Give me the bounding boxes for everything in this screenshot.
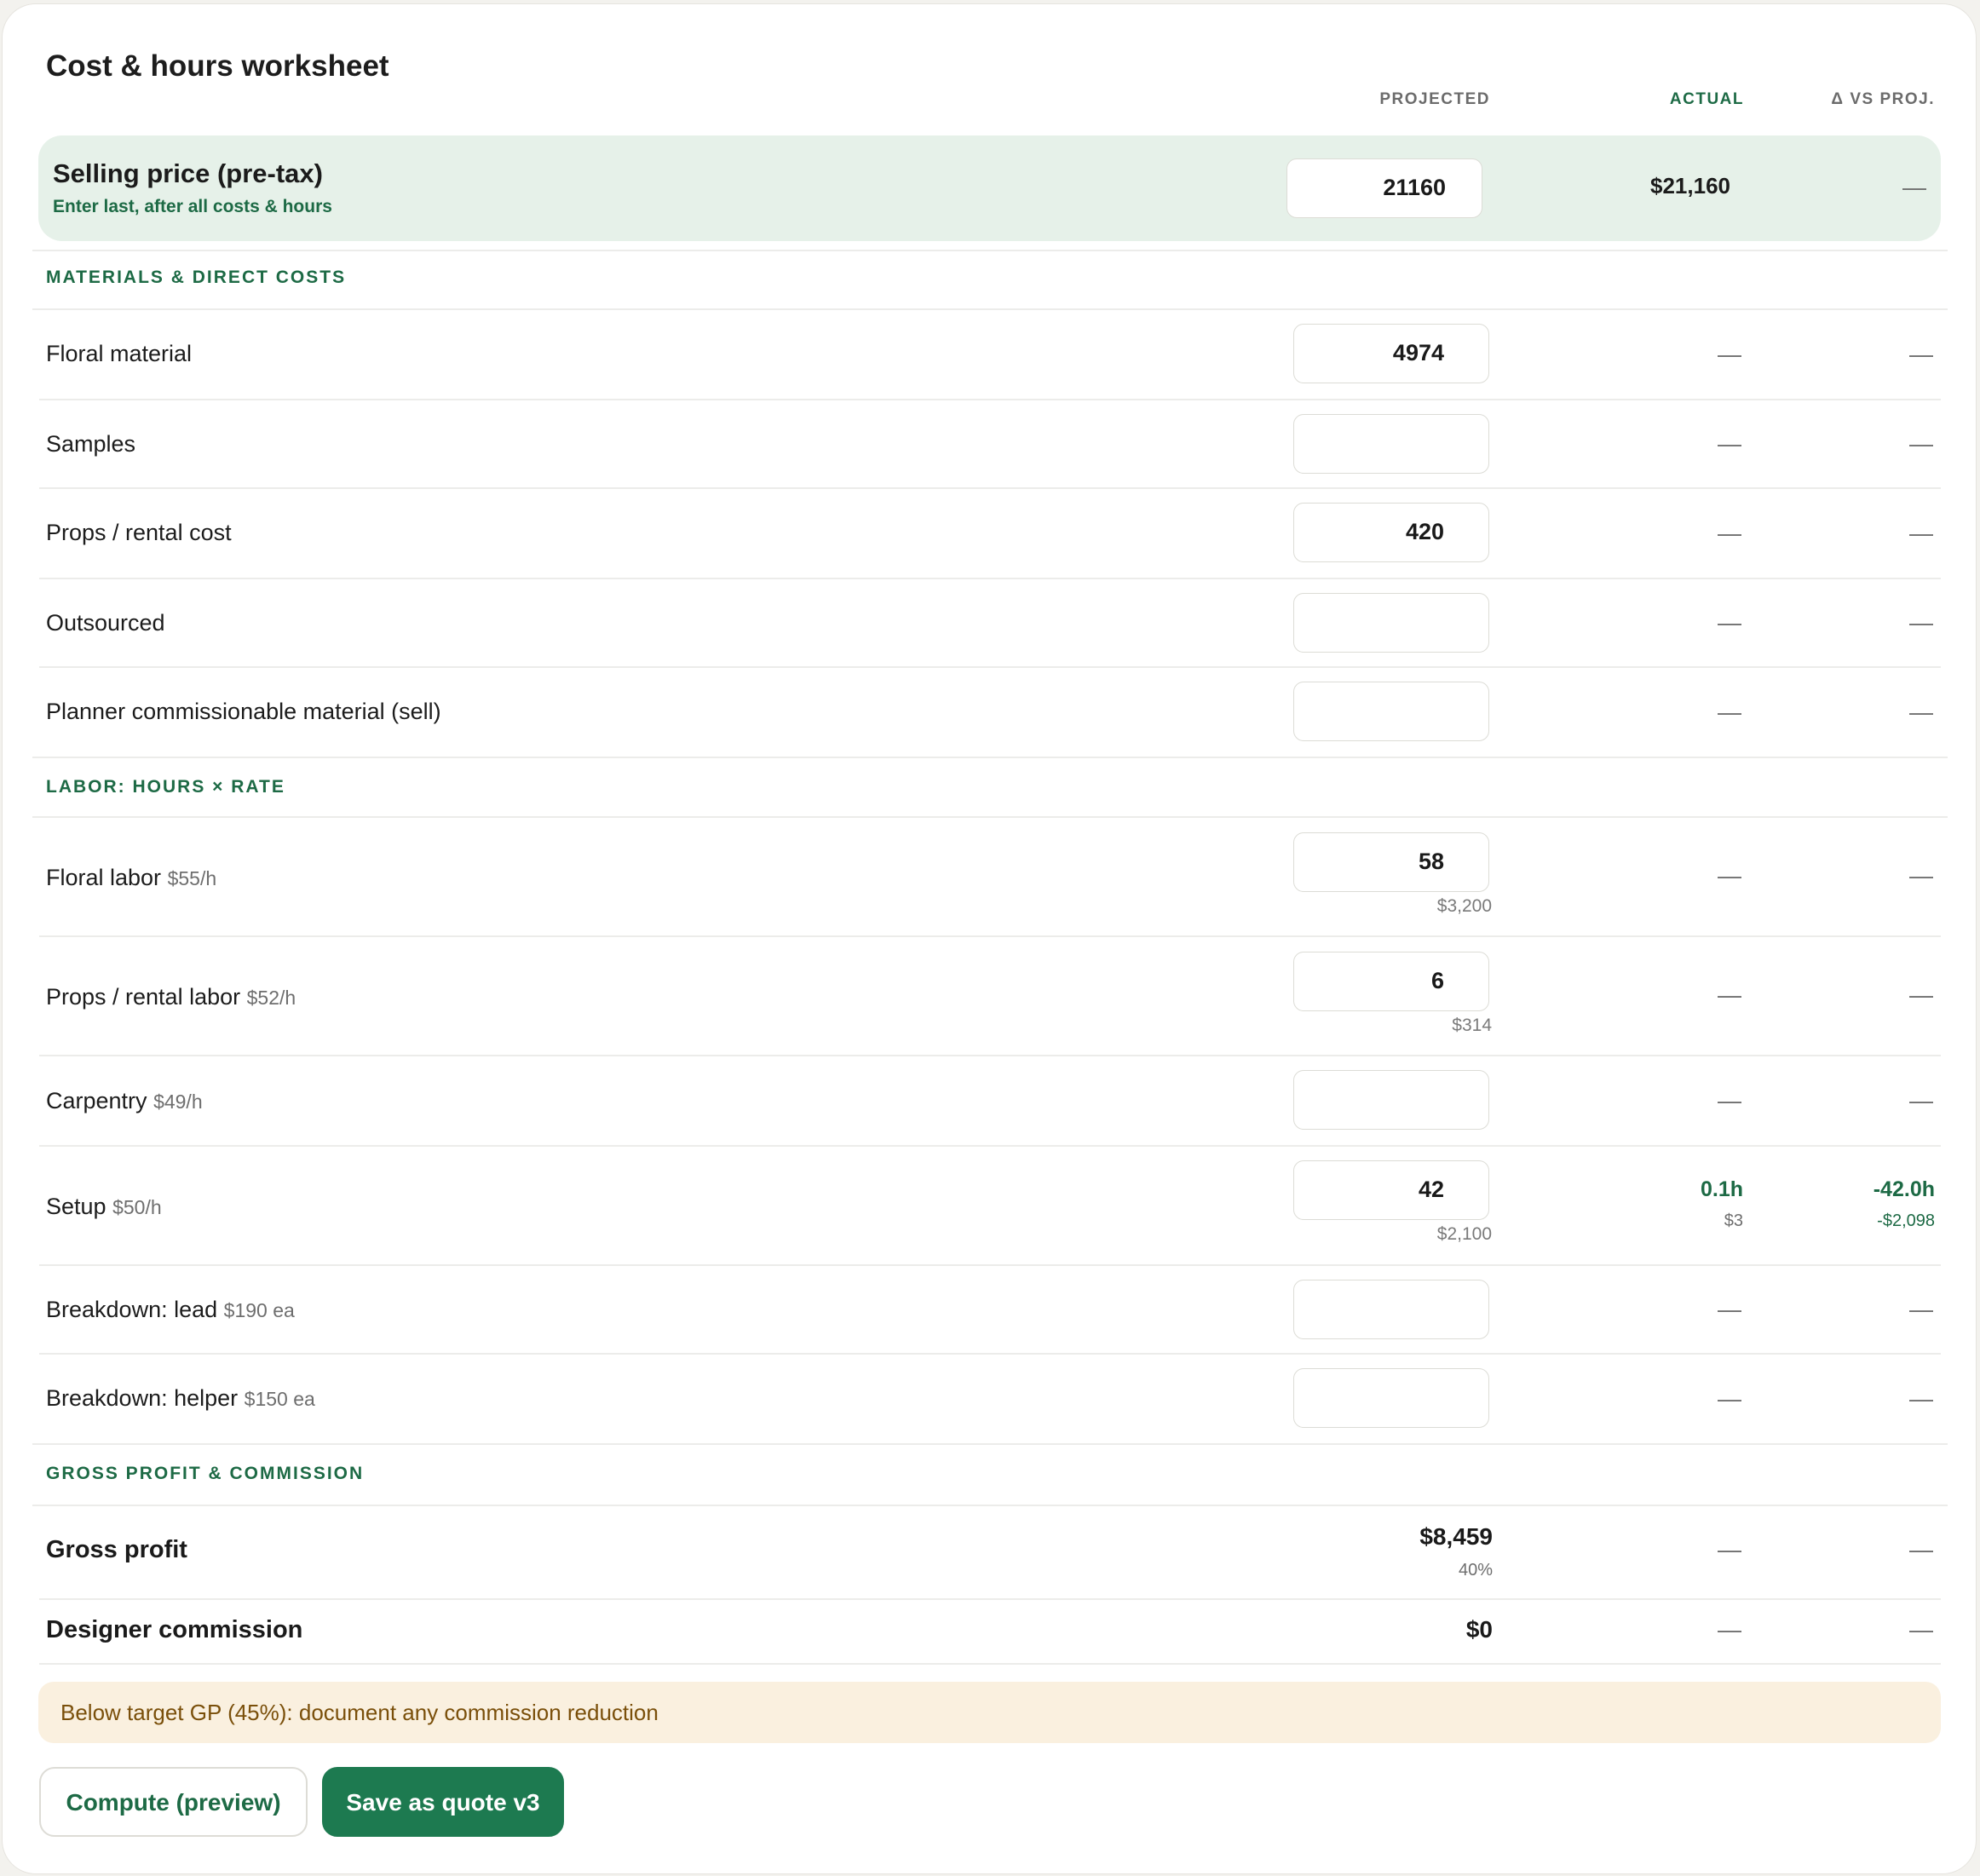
row-divider <box>39 1055 1941 1056</box>
row-divider <box>39 1264 1941 1266</box>
carpentry-delta: — <box>1909 1087 1933 1114</box>
setup-delta-sub: -$2,098 <box>1877 1211 1935 1230</box>
carpentry-actual: — <box>1718 1087 1741 1114</box>
floral-labor-delta: — <box>1909 862 1933 889</box>
floral-labor-actual: — <box>1718 862 1741 889</box>
props-rental-labor-delta: — <box>1909 981 1933 1008</box>
designer-commission-label: Designer commission <box>46 1616 303 1643</box>
floral-labor-label: Floral labor <box>46 865 162 890</box>
section-labor-heading: LABOR: HOURS × RATE <box>46 777 285 797</box>
breakdown-lead-input[interactable] <box>1293 1280 1489 1339</box>
row-label-props-rental-labor <box>46 984 296 1010</box>
breakdown-lead-rate: $190 ea <box>223 1299 295 1321</box>
carpentry-rate: $49/h <box>153 1090 203 1113</box>
floral-material-input[interactable]: 4974 <box>1293 324 1489 383</box>
setup-hours-input[interactable]: 42 <box>1293 1160 1489 1220</box>
row-label-planner-commissionable: Planner commissionable material (sell) <box>46 699 441 724</box>
setup-label: Setup <box>46 1194 106 1219</box>
designer-commission-value: $0 <box>1465 1616 1493 1643</box>
row-label-props-rental-cost: Props / rental cost <box>46 520 232 545</box>
row-divider <box>39 399 1941 400</box>
column-header-actual: ACTUAL <box>1669 90 1744 108</box>
row-label-setup <box>46 1194 162 1220</box>
gross-profit-delta: — <box>1909 1536 1933 1562</box>
row-label-outsourced: Outsourced <box>46 610 165 636</box>
selling-price-input[interactable]: 21160 <box>1286 158 1482 218</box>
designer-commission-delta: — <box>1909 1616 1933 1643</box>
props-rental-labor-label: Props / rental labor <box>46 984 241 1010</box>
row-divider <box>39 578 1941 579</box>
samples-actual: — <box>1718 430 1741 457</box>
breakdown-lead-delta: — <box>1909 1296 1933 1322</box>
carpentry-hours-input[interactable] <box>1293 1070 1489 1130</box>
row-label-floral-material: Floral material <box>46 341 193 366</box>
row-divider <box>39 1145 1941 1147</box>
floral-labor-subtotal: $3,200 <box>1436 896 1492 916</box>
planner-commissionable-actual: — <box>1718 699 1741 725</box>
page-title: Cost & hours worksheet <box>46 49 389 83</box>
breakdown-helper-actual: — <box>1718 1385 1741 1412</box>
breakdown-helper-delta: — <box>1909 1385 1933 1412</box>
divider <box>32 250 1948 251</box>
floral-labor-rate: $55/h <box>167 867 217 889</box>
props-rental-labor-hours-input[interactable]: 6 <box>1293 952 1489 1011</box>
setup-actual-sub: $3 <box>1724 1211 1743 1230</box>
gross-profit-value: $8,459 <box>1419 1523 1493 1550</box>
selling-price-delta: — <box>1902 174 1926 200</box>
row-label-breakdown-lead <box>46 1297 295 1323</box>
samples-delta: — <box>1909 430 1933 457</box>
planner-commissionable-delta: — <box>1909 699 1933 725</box>
floral-material-actual: — <box>1718 341 1741 367</box>
props-rental-labor-actual: — <box>1718 981 1741 1008</box>
divider <box>32 1505 1948 1506</box>
breakdown-helper-input[interactable] <box>1293 1368 1489 1428</box>
gp-warning-banner: Below target GP (45%): document any commission reduction <box>38 1682 1941 1743</box>
divider <box>32 308 1948 310</box>
gross-profit-label: Gross profit <box>46 1536 187 1563</box>
row-divider <box>39 1663 1941 1665</box>
section-gross-heading: GROSS PROFIT & COMMISSION <box>46 1464 365 1483</box>
column-header-projected: PROJECTED <box>1379 90 1490 108</box>
breakdown-helper-label: Breakdown: helper <box>46 1385 239 1411</box>
outsourced-actual: — <box>1718 609 1741 636</box>
props-rental-cost-input[interactable]: 420 <box>1293 503 1489 562</box>
save-quote-button[interactable]: Save as quote v3 <box>322 1767 564 1837</box>
selling-price-subtitle: Enter last, after all costs & hours <box>53 197 332 216</box>
samples-input[interactable] <box>1293 414 1489 474</box>
props-rental-cost-actual: — <box>1718 520 1741 546</box>
props-rental-cost-delta: — <box>1909 520 1933 546</box>
gross-profit-percent: 40% <box>1458 1561 1493 1580</box>
setup-delta: -42.0h <box>1873 1177 1935 1201</box>
row-label-carpentry <box>46 1088 203 1114</box>
gross-profit-actual: — <box>1718 1536 1741 1562</box>
props-rental-labor-subtotal: $314 <box>1452 1016 1492 1035</box>
row-divider <box>39 1353 1941 1355</box>
row-label-samples: Samples <box>46 431 136 457</box>
row-divider <box>39 1598 1941 1600</box>
carpentry-label: Carpentry <box>46 1088 147 1114</box>
floral-material-delta: — <box>1909 341 1933 367</box>
setup-actual: 0.1h <box>1700 1177 1743 1201</box>
setup-rate: $50/h <box>112 1196 162 1218</box>
floral-labor-hours-input[interactable]: 58 <box>1293 832 1489 892</box>
compute-preview-button[interactable]: Compute (preview) <box>39 1767 308 1837</box>
divider <box>32 816 1948 818</box>
row-label-floral-labor <box>46 865 216 891</box>
breakdown-lead-label: Breakdown: lead <box>46 1297 218 1322</box>
selling-price-actual: $21,160 <box>1650 173 1730 199</box>
row-divider <box>39 935 1941 937</box>
row-label-breakdown-helper <box>46 1385 315 1412</box>
section-materials-heading: MATERIALS & DIRECT COSTS <box>46 268 347 287</box>
divider <box>32 1443 1948 1445</box>
row-divider <box>39 487 1941 489</box>
row-divider <box>39 666 1941 668</box>
setup-subtotal: $2,100 <box>1436 1224 1492 1244</box>
outsourced-input[interactable] <box>1293 593 1489 653</box>
column-header-delta: Δ VS PROJ. <box>1831 90 1935 108</box>
designer-commission-actual: — <box>1718 1616 1741 1643</box>
breakdown-lead-actual: — <box>1718 1296 1741 1322</box>
planner-commissionable-input[interactable] <box>1293 682 1489 741</box>
divider <box>32 757 1948 758</box>
props-rental-labor-rate: $52/h <box>246 987 296 1009</box>
selling-price-title: Selling price (pre-tax) <box>53 158 323 188</box>
breakdown-helper-rate: $150 ea <box>244 1388 315 1410</box>
outsourced-delta: — <box>1909 609 1933 636</box>
